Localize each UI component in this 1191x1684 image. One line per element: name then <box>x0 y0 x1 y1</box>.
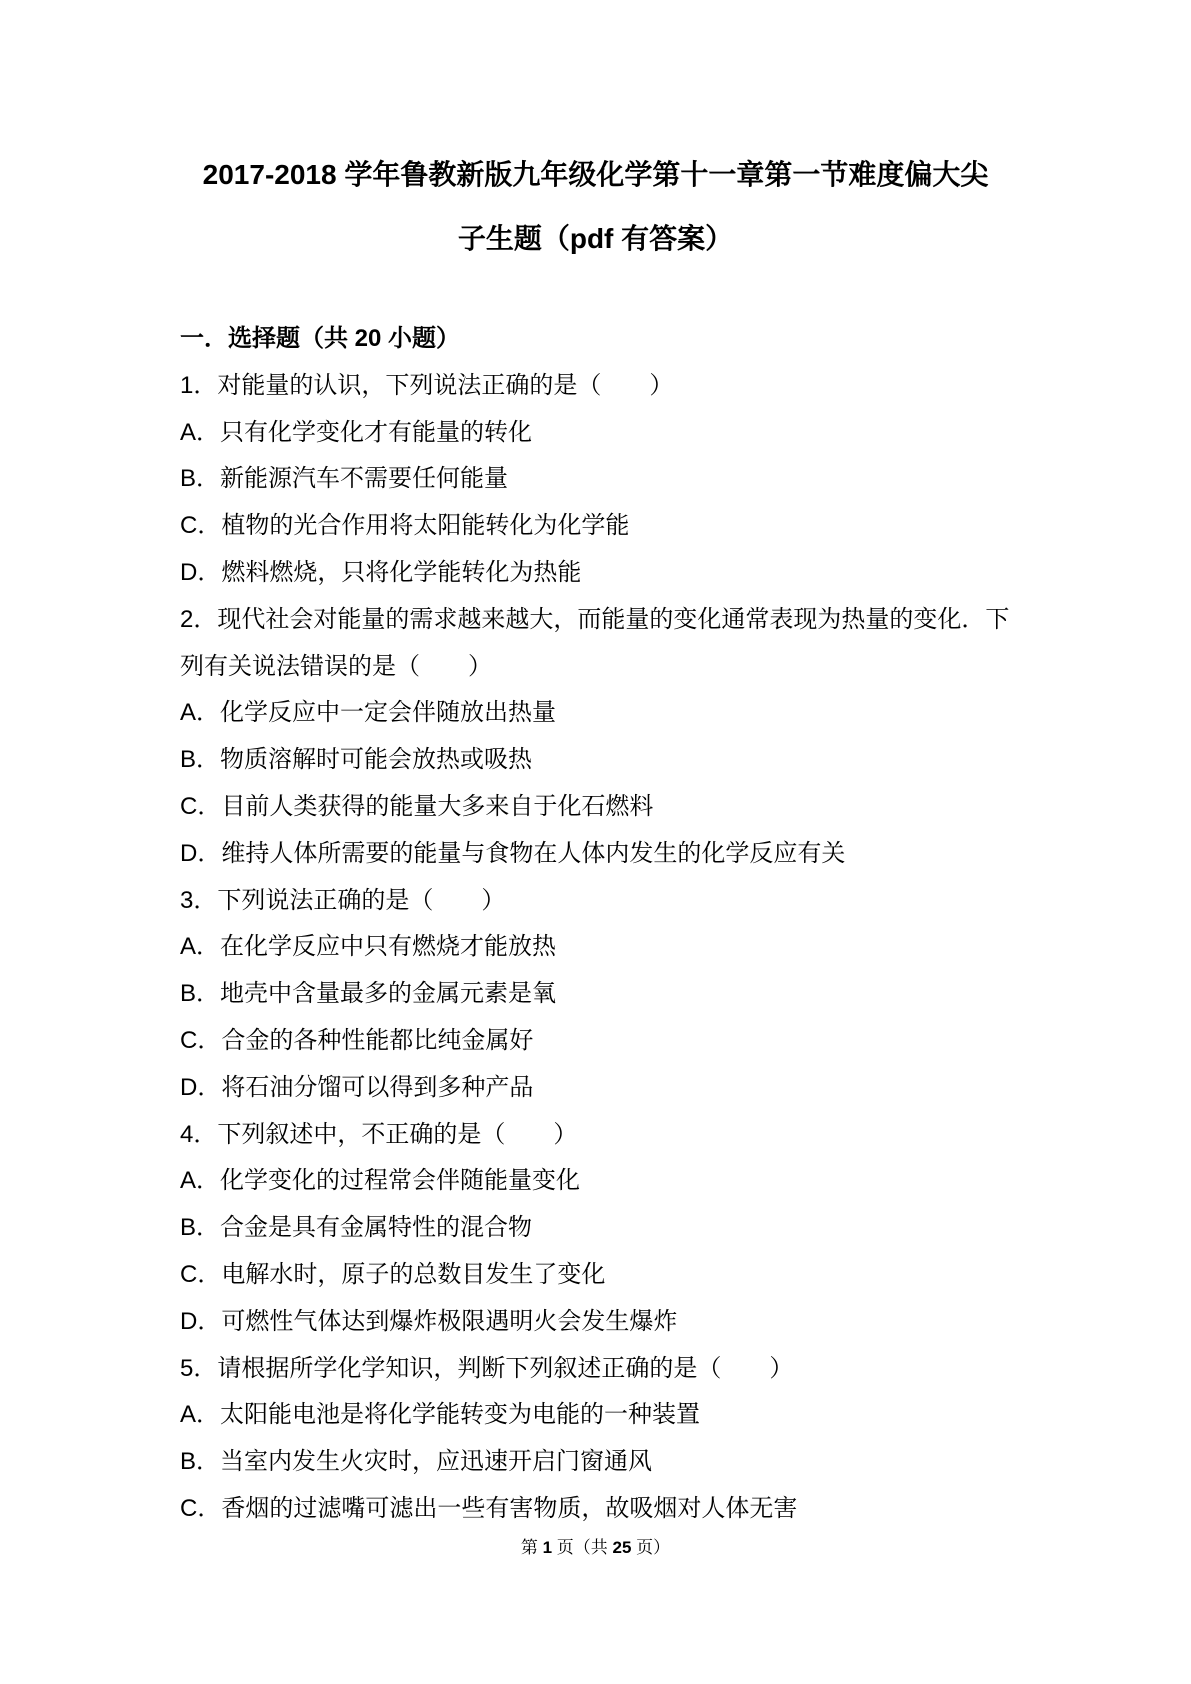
question-5-option-b <box>180 1439 1011 1486</box>
question-5-option-a <box>180 1392 1011 1439</box>
question-2-stem-continued <box>180 644 1011 691</box>
option-text: 新能源汽车不需要任何能量 <box>220 465 509 493</box>
question-number: 1． <box>180 371 218 399</box>
option-label: C． <box>180 1260 222 1288</box>
option-label: B． <box>180 465 221 493</box>
option-label: A． <box>180 418 221 446</box>
option-text: 太阳能电池是将化学能转变为电能的一种装置 <box>220 1401 701 1429</box>
option-text: 植物的光合作用将太阳能转化为化学能 <box>221 512 630 540</box>
option-label: A． <box>180 1401 221 1429</box>
question-1-option-b <box>180 456 1011 503</box>
question-2-option-b <box>180 737 1011 784</box>
page-footer <box>0 1536 1191 1560</box>
option-label: B． <box>180 746 221 774</box>
option-text: 地壳中含量最多的金属元素是氧 <box>220 980 557 1008</box>
option-text: 化学反应中一定会伴随放出热量 <box>220 699 557 727</box>
option-text: 在化学反应中只有燃烧才能放热 <box>220 933 557 961</box>
option-text: 化学变化的过程常会伴随能量变化 <box>220 1167 581 1195</box>
option-text: 目前人类获得的能量大多来自于化石燃料 <box>221 792 654 820</box>
option-label: A． <box>180 1167 221 1195</box>
question-4-option-b <box>180 1205 1011 1252</box>
option-text: 电解水时，原子的总数目发生了变化 <box>221 1260 606 1288</box>
question-2-stem <box>180 597 1011 644</box>
question-number: 2． <box>180 605 218 633</box>
title-line-1: 2017-2018 学年鲁教新版九年级化学第十一章第一节难度偏大尖 <box>202 159 989 190</box>
question-4-option-d <box>180 1299 1011 1346</box>
question-4-option-c <box>180 1252 1011 1299</box>
option-text: 只有化学变化才有能量的转化 <box>220 418 533 446</box>
option-text: 可燃性气体达到爆炸极限遇明火会发生爆炸 <box>221 1307 678 1335</box>
option-text: 合金的各种性能都比纯金属好 <box>221 1026 534 1054</box>
question-3-stem <box>180 878 1011 925</box>
question-text: 对能量的认识，下列说法正确的是（ ） <box>217 371 674 399</box>
question-1-option-d <box>180 550 1011 597</box>
option-text: 当室内发生火灾时，应迅速开启门窗通风 <box>220 1448 653 1476</box>
option-label: C． <box>180 512 222 540</box>
question-text: 请根据所学化学知识，判断下列叙述正确的是（ ） <box>217 1354 794 1382</box>
option-label: A． <box>180 699 221 727</box>
option-label: D． <box>180 1073 222 1101</box>
question-text: 下列说法正确的是（ ） <box>217 886 506 914</box>
title-line-2: 子生题（pdf 有答案） <box>457 223 734 254</box>
question-3-option-b <box>180 971 1011 1018</box>
option-label: C． <box>180 1494 222 1522</box>
option-label: D． <box>180 558 222 586</box>
question-text: 列有关说法错误的是（ ） <box>180 652 492 680</box>
question-3-option-c <box>180 1018 1011 1065</box>
question-number: 3． <box>180 886 218 914</box>
option-label: B． <box>180 1214 221 1242</box>
option-label: A． <box>180 933 221 961</box>
option-label: D． <box>180 1307 222 1335</box>
option-text: 物质溶解时可能会放热或吸热 <box>220 746 533 774</box>
document-title <box>0 143 1191 271</box>
question-2-option-d <box>180 831 1011 878</box>
option-label: C． <box>180 1026 222 1054</box>
page-number: 1 <box>542 1538 553 1557</box>
question-number: 5． <box>180 1354 218 1382</box>
footer-prefix: 第 <box>520 1538 543 1557</box>
question-1-option-c <box>180 503 1011 550</box>
option-label: C． <box>180 792 222 820</box>
question-1-stem <box>180 363 1011 410</box>
option-text: 合金是具有金属特性的混合物 <box>220 1214 533 1242</box>
option-text: 维持人体所需要的能量与食物在人体内发生的化学反应有关 <box>221 839 846 867</box>
question-2-option-c <box>180 784 1011 831</box>
question-text: 现代社会对能量的需求越来越大，而能量的变化通常表现为热量的变化．下 <box>217 605 1010 633</box>
option-text: 香烟的过滤嘴可滤出一些有害物质，故吸烟对人体无害 <box>221 1494 798 1522</box>
footer-suffix: 页） <box>631 1538 671 1557</box>
option-label: B． <box>180 1448 221 1476</box>
footer-middle: 页（共 <box>552 1538 613 1557</box>
question-3-option-a <box>180 924 1011 971</box>
question-number: 4． <box>180 1120 218 1148</box>
option-text: 将石油分馏可以得到多种产品 <box>221 1073 534 1101</box>
question-4-option-a <box>180 1158 1011 1205</box>
question-5-stem <box>180 1346 1011 1393</box>
question-5-option-c <box>180 1486 1011 1533</box>
question-2-option-a <box>180 690 1011 737</box>
question-4-stem <box>180 1112 1011 1159</box>
option-label: B． <box>180 980 221 1008</box>
question-1-option-a <box>180 410 1011 457</box>
question-list <box>180 316 1011 1533</box>
option-text: 燃料燃烧，只将化学能转化为热能 <box>221 558 582 586</box>
option-label: D． <box>180 839 222 867</box>
total-pages: 25 <box>612 1538 632 1557</box>
section-heading: 一．选择题（共 20 小题） <box>180 325 461 352</box>
question-3-option-d <box>180 1065 1011 1112</box>
question-text: 下列叙述中，不正确的是（ ） <box>217 1120 578 1148</box>
